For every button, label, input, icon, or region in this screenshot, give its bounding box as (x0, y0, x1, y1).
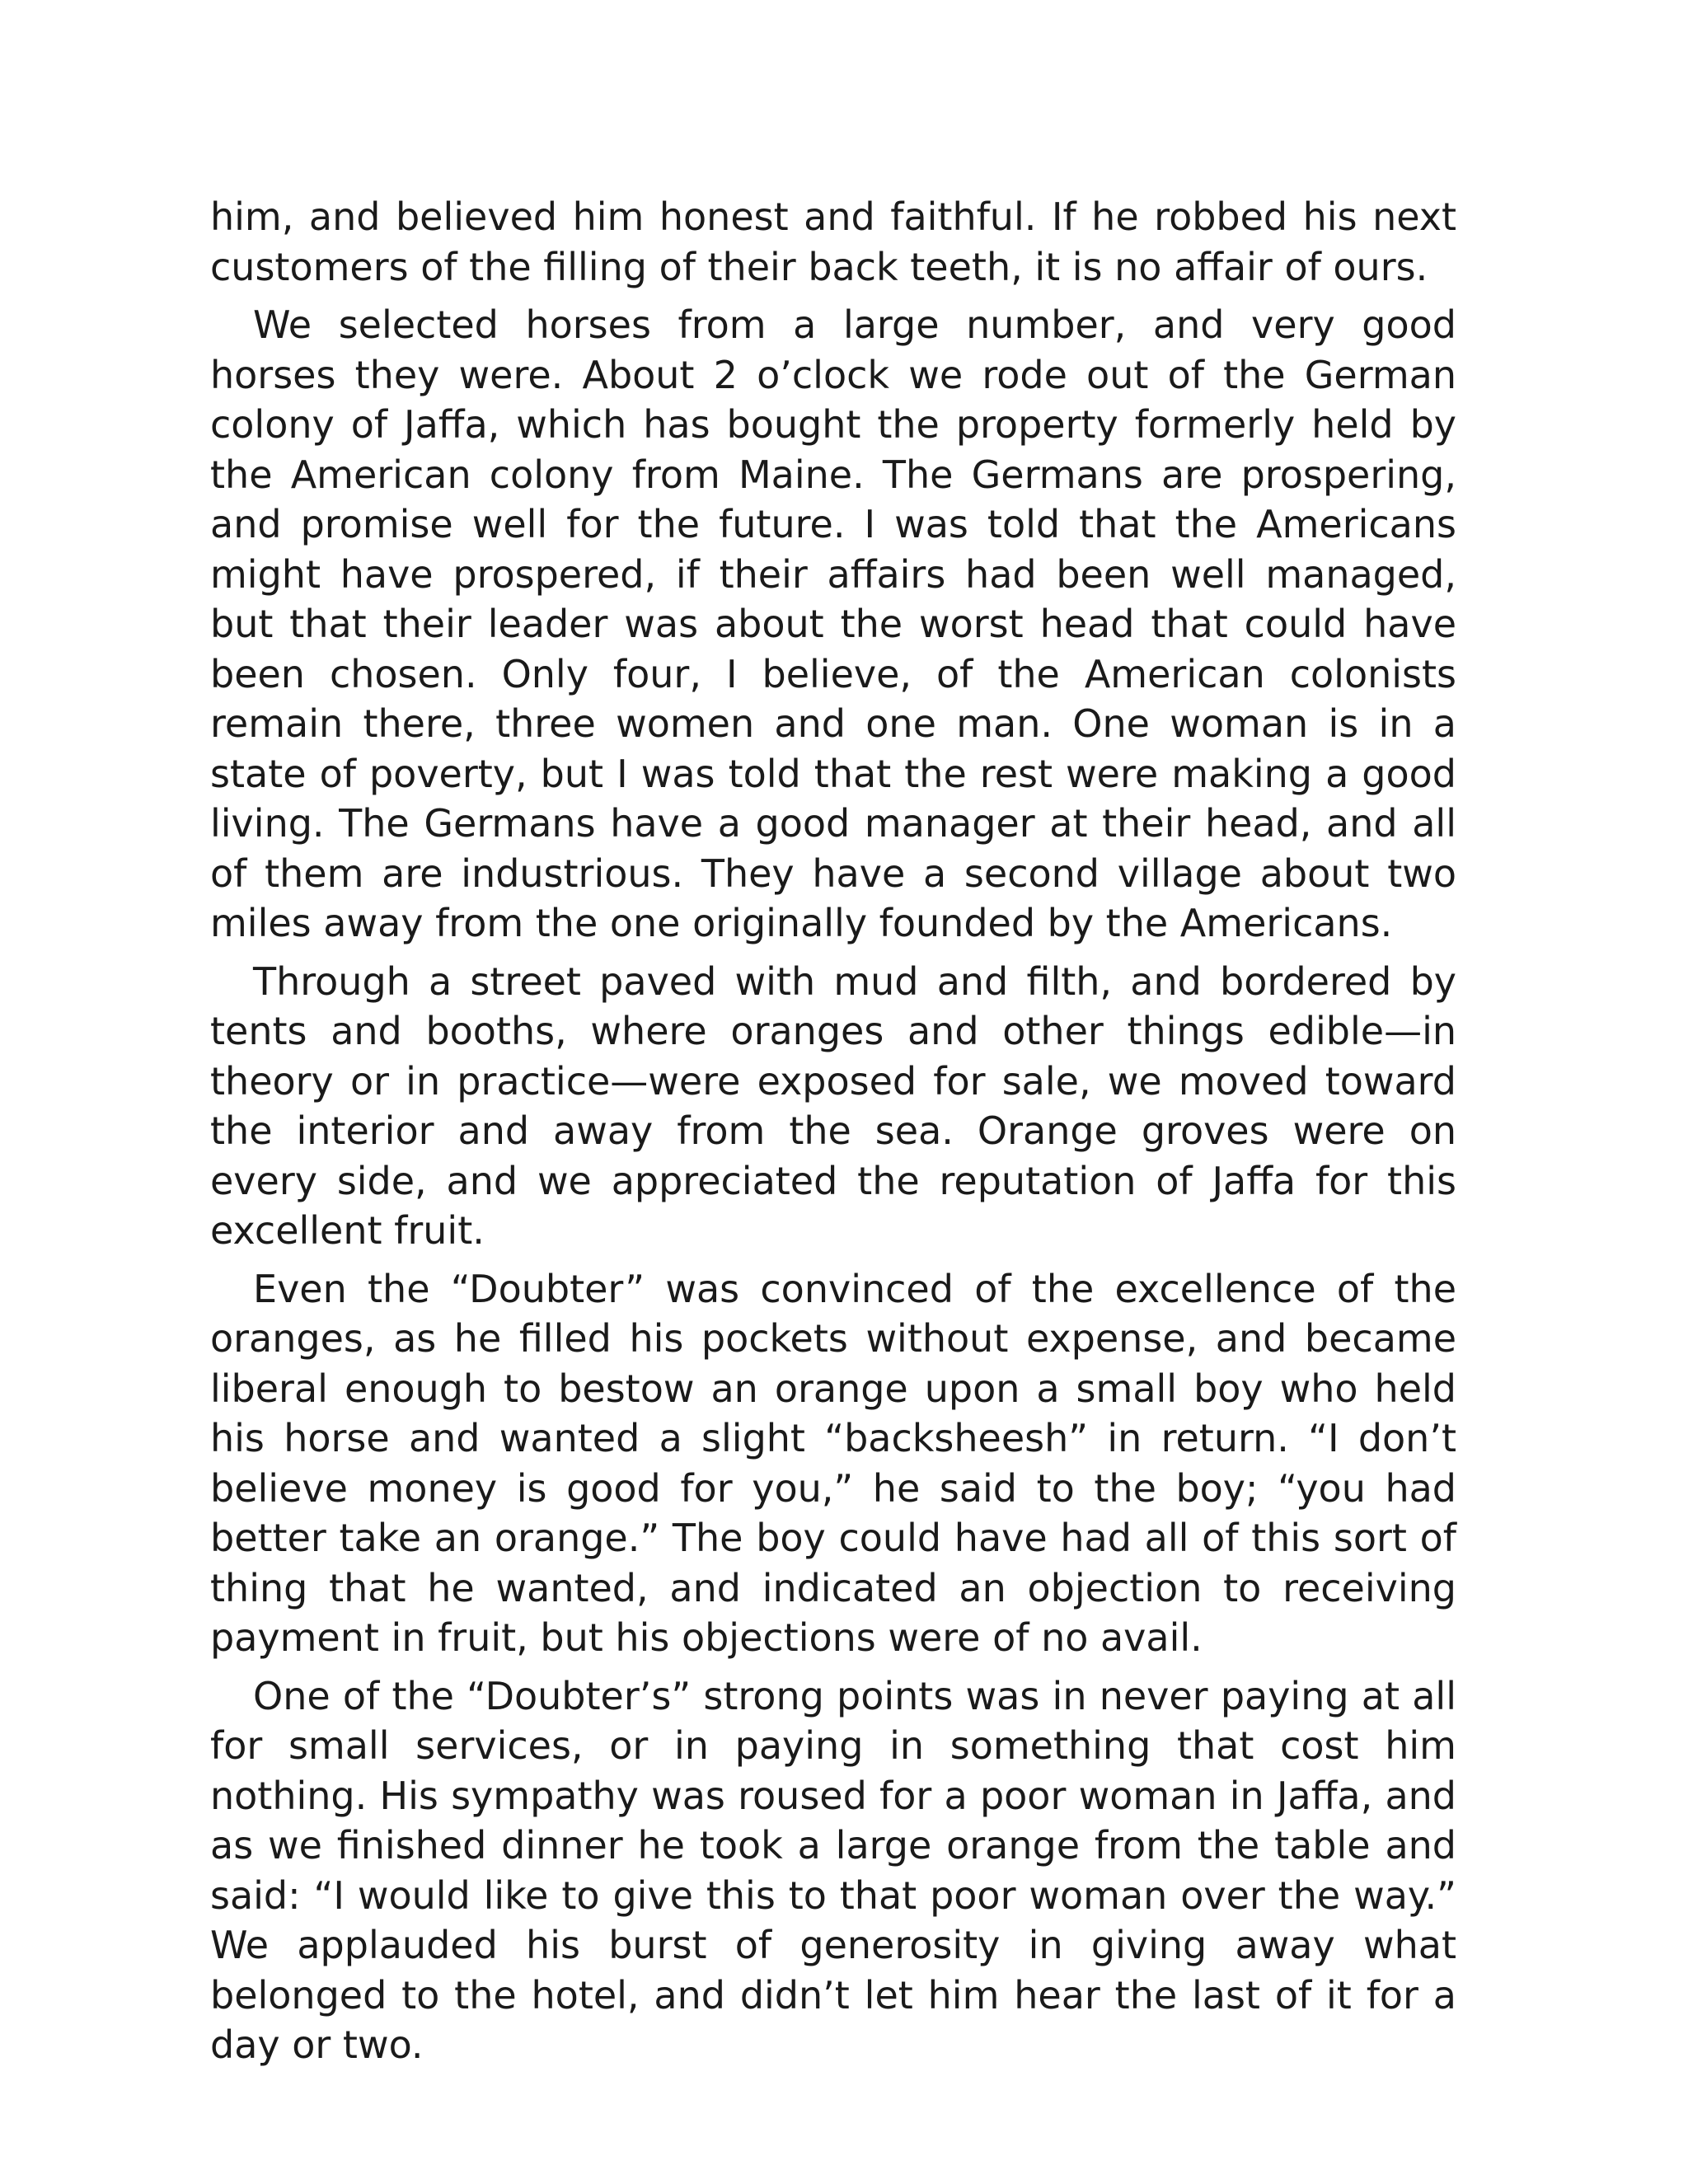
paragraph-doubter-oranges: Even the “Doubter” was convinced of the excellence of the oranges, as he filled his pockets without expense, and became liberal enough to bestow an orange upon a small boy who held his horse and wanted a slight “backsheesh” in return. “I don’t believe money is good for you,” he said to the boy; “you had better take an orange.” The boy could have had all of this sort of thing that he wanted, and indicated an objection to receiving payment in fruit, but his objections were of no avail. (210, 1266, 1456, 1660)
paragraph-continuation: him, and believed him honest and faithful. If he robbed his next customers of the filling of their back teeth, it is no affair of ours. (210, 194, 1456, 289)
paragraph-street: Through a street paved with mud and filth, and bordered by tents and booths, where oranges and other things edible—in theory or in practice—were exposed for sale, we moved toward the interior and away from the sea. Orange groves were on every side, and we appreciated the reputation of Jaffa for this excellent fruit. (210, 958, 1456, 1253)
paragraph-doubter-generosity: One of the “Doubter’s” strong points was in never paying at all for small services, or in paying in something that cost him nothing. His sympathy was roused for a poor woman in Jaffa, and as we finished dinner he took a large orange from the table and said: “I would like to give this to that poor woman over the way.” We applauded his burst of generosity in giving away what belonged to the hotel, and didn’t let him hear the last of it for a day or two. (210, 1673, 1456, 2067)
paragraph-horses: We selected horses from a large number, and very good horses they were. About 2 o’clock we rode out of the German colony of Jaffa, which has bought the property formerly held by the American colony from Maine. The Germans are prospering, and promise well for the future. I was told that the Americans might have prospered, if their affairs had been well managed, but that their leader was about the worst head that could have been chosen. Only four, I believe, of the American colonists remain there, three women and one man. One woman is in a state of poverty, but I was told that the rest were making a good living. The Germans have a good manager at their head, and all of them are industrious. They have a second village about two miles away from the one originally founded by the Americans. (210, 302, 1456, 945)
page-body (210, 192, 1456, 2079)
